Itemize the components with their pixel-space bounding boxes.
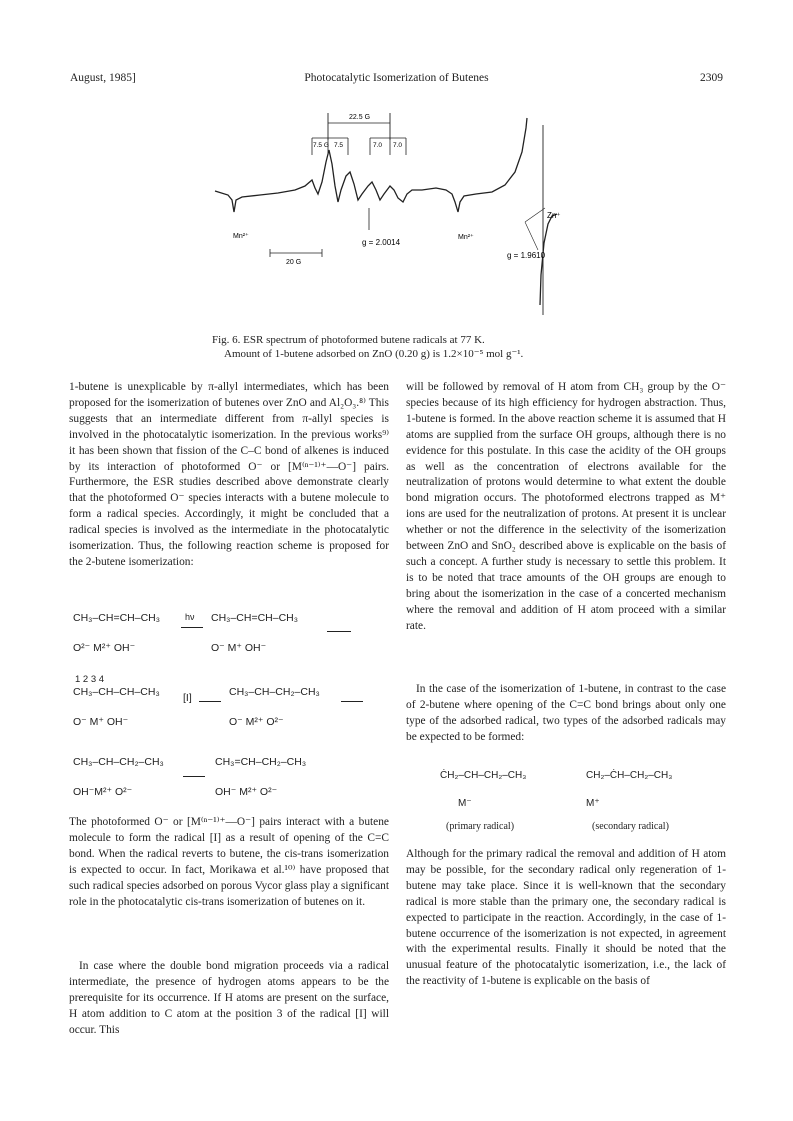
scheme-r3-right-sub: OH⁻ M²⁺ O²⁻ <box>215 786 278 798</box>
g-zn-label: g = 1.9610 <box>507 251 546 260</box>
split-b2-label: 7.0 <box>393 142 403 149</box>
scheme-r3-right: CH₃=CH–CH₂–CH₃ <box>215 756 307 768</box>
scheme-arrow <box>199 701 221 702</box>
zn-label: Zn⁺ <box>547 211 561 220</box>
scheme-r2-label: [I] <box>183 692 192 704</box>
scheme-arrow <box>181 627 203 628</box>
g-center-label: g = 2.0014 <box>362 238 401 247</box>
running-head-title: Photocatalytic Isomerization of Butenes <box>304 72 489 84</box>
mn-right-label: Mn²⁺ <box>458 234 474 241</box>
mn-left-label: Mn²⁺ <box>233 233 249 240</box>
split-total-label: 22.5 G <box>349 114 371 121</box>
left-column-p1: 1-butene is unexplicable by π-allyl intermediates, which has been proposed for the isomerization of butenes over ZnO and Al₂O₃.⁸⁾ This suggests that an intermediate different from π-allyl species is involved in the photocatalytic isomerization. In the previous works⁹⁾ it has been shown that fission of the C–C bond of alkenes is induced by its interaction of photoformed O⁻ or [M⁽ⁿ⁻¹⁾⁺—O⁻] pairs. Furthermore, the ESR studies described above demonstrate clearly that the photoformed O⁻ species interacts with a butene molecule to form a radical species. Accordingly, it might be concluded that a radical species is involved as the intermediate in the photocatalytic isomerization. Thus, the following reaction scheme is proposed for the 2-butene isomerization: <box>69 381 389 568</box>
scheme-r1-right: CH₃–CH=CH–CH₃ <box>211 612 299 624</box>
zn-label-leader <box>525 208 545 222</box>
secondary-radical-formula: CH₂–ĊH–CH₂–CH₃ <box>586 770 673 781</box>
right-column-p3: Although for the primary radical the removal and addition of H atom may be possible, for the secondary radical only regeneration of 1-butene may take place. Since it is well-known that the secondary radical is more stable than the primary one, the secondary radical is expected to participate in the reaction. Accordingly, in the case of 1-butene occurrence of the isomerization is not expected, in agreement with the experimental results. Finally it should be noted that the unusual feature of the photocatalytic isomerization, i.e., the lack of the reactivity of 1-butene is explicable on the basis of <box>406 848 726 988</box>
scheme-r1-right-sub: O⁻ M⁺ OH⁻ <box>211 642 267 654</box>
reaction-scheme <box>73 612 393 810</box>
left-column-p3: In case where the double bond migration proceeds via a radical intermediate, the presence of hydrogen atoms appears to be the prerequisite for its occurrence. If H atoms are present on the surface, H atom addition to C atom at the position 3 of the radical [I] will occur. This <box>69 960 389 1036</box>
split-b1-label: 7.0 <box>373 142 383 149</box>
scheme-r3-left: CH₃–CH–CH₂–CH₃ <box>73 756 164 768</box>
scheme-r1-left-sub: O²⁻ M²⁺ OH⁻ <box>73 642 136 654</box>
figure-caption-line-2: Amount of 1-butene adsorbed on ZnO (0.20 g) is 1.2×10⁻⁵ mol g⁻¹. <box>224 348 524 360</box>
esr-spectrum-trace <box>215 118 527 212</box>
scheme-arrow <box>327 631 351 632</box>
scheme-r2-left: CH₃–CH–CH–CH₃ <box>73 686 160 698</box>
primary-radical-label: (primary radical) <box>446 821 515 832</box>
scale-bar-label: 20 G <box>286 259 302 266</box>
scheme-r2-right: CH₃–CH–CH₂–CH₃ <box>229 686 320 698</box>
right-column-p2: In the case of the isomerization of 1-butene, in contrast to the case of 2-butene where opening of the C=C bond brings about only one type of the adsorbed radical, two types of the adsorbed radicals may be expected to be formed: <box>406 683 726 743</box>
scheme-r2-left-sub: O⁻ M⁺ OH⁻ <box>73 716 129 728</box>
scheme-r1-hv: hν <box>185 612 195 622</box>
scheme-r1-left: CH₃–CH=CH–CH₃ <box>73 612 161 624</box>
scheme-r2-numbers: 1 2 3 4 <box>75 674 105 685</box>
right-column-p1: will be followed by removal of H atom from CH₃ group by the O⁻ species because of its high efficiency for hydrogen abstraction. Thus, 1-butene is formed. In the above reaction scheme it is assumed that H atoms are supplied from the surface OH groups, although there is no evidence for this postulate. In this case the acidity of the OH groups as well as the concentration of electrons available for the neutralization of protons would determine to what extent the double bond migration occurs. The photoformed electrons trapped as M⁺ ions are used for the neutralization of protons. At present it is unclear whether or not the difference in the selectivity of the isomerization between ZnO and SnO₂ described above is explicable on the basis of such a concept. A further study is necessary to settle this problem. It is to be noted that trace amounts of the OH groups are enough to bring about the isomerization in the case of a concerted mechanism where the removal and addition of H atom proceed with a similar rate. <box>406 381 726 632</box>
figure-caption-line-1: Fig. 6. ESR spectrum of photoformed butene radicals at 77 K. <box>212 334 485 346</box>
split-a2-label: 7.5 <box>334 142 344 149</box>
scheme-arrow <box>341 701 363 702</box>
scheme-r2-right-sub: O⁻ M²⁺ O²⁻ <box>229 716 284 728</box>
page-number: 2309 <box>700 72 723 84</box>
primary-radical-m: M⁻ <box>458 798 472 809</box>
secondary-radical-label: (secondary radical) <box>592 821 669 832</box>
esr-spectrum-figure <box>200 100 600 345</box>
running-head-left: August, 1985] <box>70 72 136 84</box>
split-a1-label: 7.5 G <box>313 142 329 149</box>
scheme-arrow <box>183 776 205 777</box>
left-column-p2: The photoformed O⁻ or [M⁽ⁿ⁻¹⁾⁺—O⁻] pairs interact with a butene molecule to form the radical [I] as a result of opening of the C=C bond. When the radical reverts to butene, the cis-trans isomerization is expected to occur. In fact, Morikawa et al.¹⁰⁾ have proposed that such radical species adsorbed on porous Vycor glass play a significant role in the photocatalytic cis-trans isomerization of butenes on it. <box>69 816 389 908</box>
secondary-radical-m: M⁺ <box>586 798 600 809</box>
primary-radical-formula: ĊH₂–CH–CH₂–CH₃ <box>440 770 527 781</box>
radical-structures <box>440 770 730 840</box>
scheme-r3-left-sub: OH⁻M²⁺ O²⁻ <box>73 786 133 798</box>
zn-label-leader <box>525 222 538 250</box>
